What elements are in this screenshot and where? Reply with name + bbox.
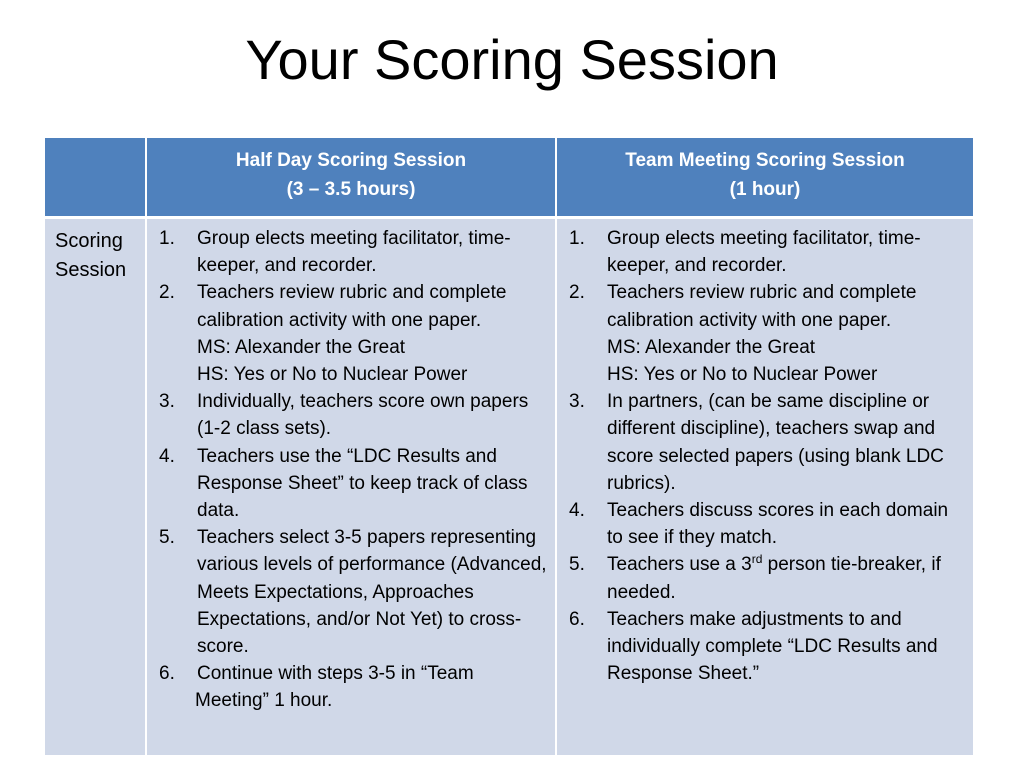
- team-meeting-steps-cell: [556, 218, 974, 757]
- header-team-meeting: [556, 137, 974, 218]
- step-number: 6.: [569, 608, 585, 630]
- ms-topic: MS: Alexander the Great: [607, 336, 816, 358]
- step-number: 2.: [159, 282, 175, 304]
- header-half-day-title: Half Day Scoring Session: [235, 150, 467, 171]
- row-label-line-1: Scoring: [55, 230, 123, 252]
- hs-topic: HS: Yes or No to Nuclear Power: [197, 364, 468, 386]
- step-text: Group elects meeting facilitator, time-keeper, and recorder.: [607, 228, 921, 277]
- list-item: [565, 551, 965, 605]
- row-label-cell: [44, 218, 146, 757]
- scoring-session-table: [43, 136, 975, 757]
- step-number: 1.: [159, 228, 175, 249]
- list-item: [565, 388, 965, 497]
- row-label-line-2: Session: [55, 259, 127, 281]
- step-text: Teachers discuss scores in each domain to see if they match.: [607, 500, 949, 549]
- step-6-continuation: Meeting” 1 hour.: [195, 690, 333, 712]
- step-text: Teachers make adjustments to and individually complete “LDC Results and Response Sheet.”: [607, 608, 938, 685]
- list-item: [565, 279, 965, 333]
- header-team-meeting-duration: (1 hour): [729, 179, 801, 200]
- step-text-part: person tie-breaker, if needed.: [607, 554, 941, 603]
- step-text: [607, 554, 941, 602]
- list-item: [155, 225, 547, 279]
- hs-topic: HS: Yes or No to Nuclear Power: [607, 364, 878, 386]
- list-item: [565, 606, 965, 688]
- half-day-steps-list: [147, 219, 555, 334]
- table-header-row: [44, 137, 974, 218]
- step-number: 3.: [159, 391, 175, 413]
- list-item: [155, 279, 547, 333]
- team-steps-list: [557, 219, 973, 334]
- step-number: 2.: [569, 282, 585, 304]
- half-day-steps-cell: [146, 218, 556, 757]
- header-half-day-duration: (3 – 3.5 hours): [286, 179, 416, 200]
- step-number: 4.: [569, 500, 585, 522]
- ms-topic: MS: Alexander the Great: [197, 336, 406, 358]
- step-number: 5.: [159, 527, 175, 549]
- list-item: [155, 660, 547, 687]
- list-item: [565, 497, 965, 551]
- step-text: Teachers use the “LDC Results and Response Sheet” to keep track of class data.: [197, 445, 528, 522]
- step-text: In partners, (can be same discipline or different discipline), teachers swap and score selected papers (using blank LDC rubrics).: [607, 391, 944, 494]
- list-item: [155, 443, 547, 525]
- step-number: 3.: [569, 391, 585, 413]
- team-steps-list-cont: [557, 388, 973, 687]
- step-text: Continue with steps 3-5 in “Team: [197, 663, 474, 685]
- step-text: Teachers review rubric and complete calibration activity with one paper.: [197, 282, 507, 331]
- step-text: Group elects meeting facilitator, time-keeper, and recorder.: [197, 228, 511, 277]
- header-corner-cell: [44, 137, 146, 218]
- half-day-steps-list-cont: [147, 388, 555, 687]
- step-text: Individually, teachers score own papers (1-2 class sets).: [197, 391, 529, 440]
- step-text-part: Teachers use a 3: [607, 554, 752, 576]
- step-number: 1.: [569, 228, 585, 249]
- ordinal-suffix: rd: [751, 552, 763, 567]
- step-number: 6.: [159, 663, 175, 685]
- step-number: 4.: [159, 445, 175, 467]
- step-text: Teachers select 3-5 papers representing various levels of performance (Advanced, Meets Expectations, Approaches Expectations, and/or Not Yet) to cross-score.: [197, 527, 547, 658]
- list-item: [155, 388, 547, 442]
- step-text: Teachers review rubric and complete calibration activity with one paper.: [607, 282, 917, 331]
- table-row: [44, 218, 974, 757]
- step-number: 5.: [569, 554, 585, 576]
- list-item: [565, 225, 965, 279]
- header-team-meeting-title: Team Meeting Scoring Session: [625, 150, 905, 171]
- list-item: [155, 524, 547, 660]
- header-half-day: [146, 137, 556, 218]
- page-title: Your Scoring Session: [245, 28, 779, 91]
